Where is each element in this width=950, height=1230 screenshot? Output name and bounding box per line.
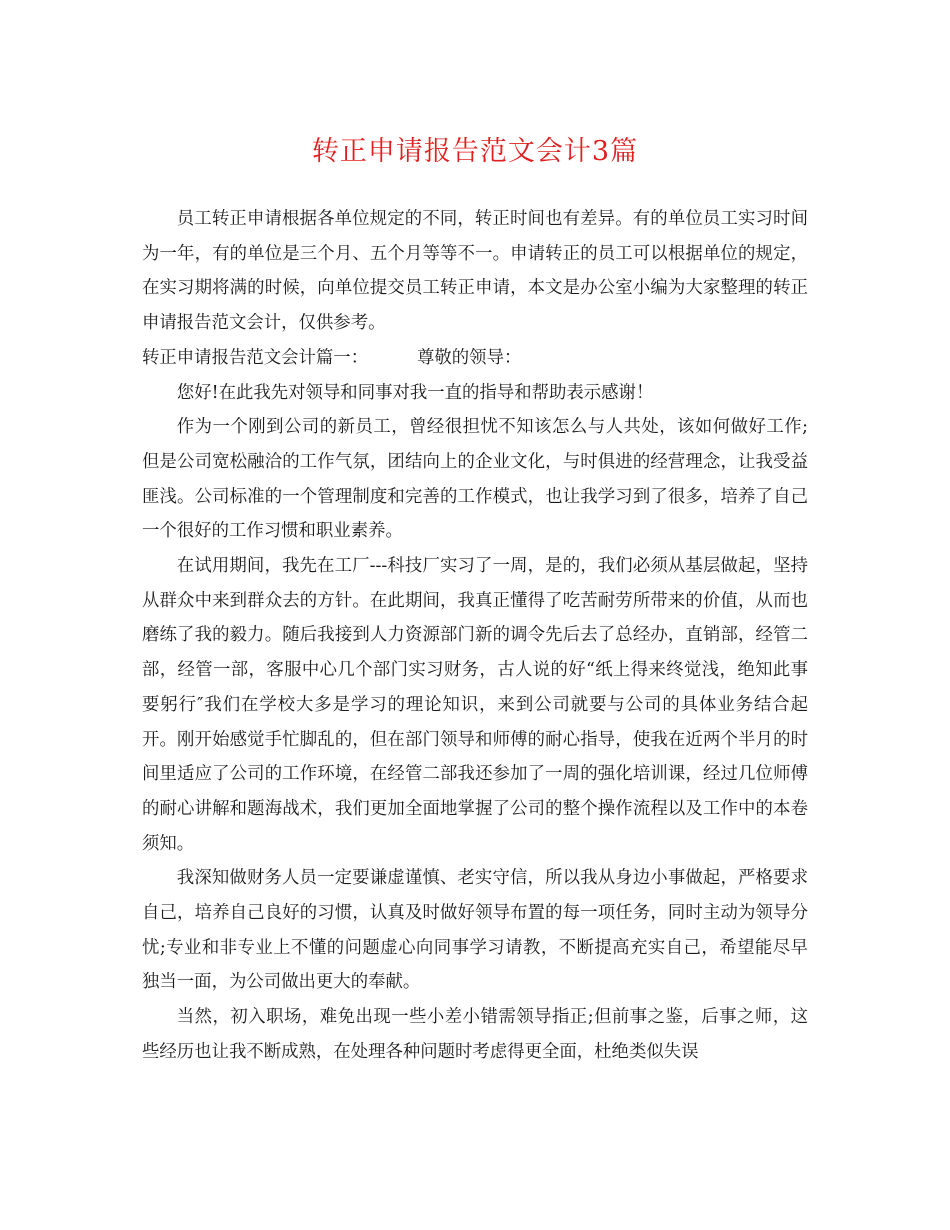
salutation: 尊敬的领导： — [417, 347, 522, 368]
body-paragraph: 您好!在此我先对领导和同事对我一直的指导和帮助表示感谢！ — [176, 382, 654, 403]
body-paragraph: 在试用期间，我先在工厂---科技厂实习了一周，是的，我们必须从基层做起，坚持从群众中来到群众去的方针。在此期间，我真正懂得了吃苦耐劳所带来的价值，从而也磨练了我的毅力。随后我接到人力资源部门新的调令先后去了总经办，直销部，经管二部，经管一部，客服中心几个部门实习财务，古人说的好“纸上得来终觉浅，绝知此事要躬行″我们在学校大多是学习的理论知识，来到公司就要与公司的具体业务结合起开。刚开始感觉手忙脚乱的，但在部门领导和师傅的耐心指导，使我在近两个半月的时间里适应了公司的工作环境，在经管二部我还参加了一周的强化培训课，经过几位师傅的耐心讲解和题海战术，我们更加全面地掌握了公司的整个操作流程以及工作中的本卷须知。 — [142, 556, 808, 854]
body-paragraph: 我深知做财务人员一定要谦虚谨慎、老实守信，所以我从身边小事做起，严格要求自己，培养自己良好的习惯，认真及时做好领导布置的每一项任务，同时主动为领导分忧;专业和非专业上不懂的问题虚心向同事学习请教，不断提高充实自己，希望能尽早独当一面，为公司做出更大的奉献。 — [142, 868, 808, 993]
body-paragraph: 作为一个刚到公司的新员工，曾经很担忧不知该怎么与人共处，该如何做好工作;但是公司宽松融洽的工作气氛，团结向上的企业文化，与时俱进的经营理念，让我受益匪浅。公司标准的一个管理制度和完善的工作模式，也让我学习到了很多，培养了自己一个很好的工作习惯和职业素养。 — [142, 417, 808, 542]
section-heading-line — [142, 341, 808, 376]
document-body — [142, 202, 808, 1070]
section-heading: 转正申请报告范文会计篇一： — [142, 347, 369, 368]
document-title: 转正申请报告范文会计3篇 — [311, 136, 639, 167]
intro-paragraph: 员工转正申请根据各单位规定的不同，转正时间也有差异。有的单位员工实习时间为一年，有的单位是三个月、五个月等等不一。申请转正的员工可以根据单位的规定，在实习期将满的时候，向单位提交员工转正申请，本文是办公室小编为大家整理的转正申请报告范文会计，仅供参考。 — [142, 209, 808, 334]
body-paragraph: 当然，初入职场，难免出现一些小差小错需领导指正;但前事之鉴，后事之师，这些经历也让我不断成熟，在处理各种问题时考虑得更全面，杜绝类似失误 — [142, 1007, 808, 1062]
